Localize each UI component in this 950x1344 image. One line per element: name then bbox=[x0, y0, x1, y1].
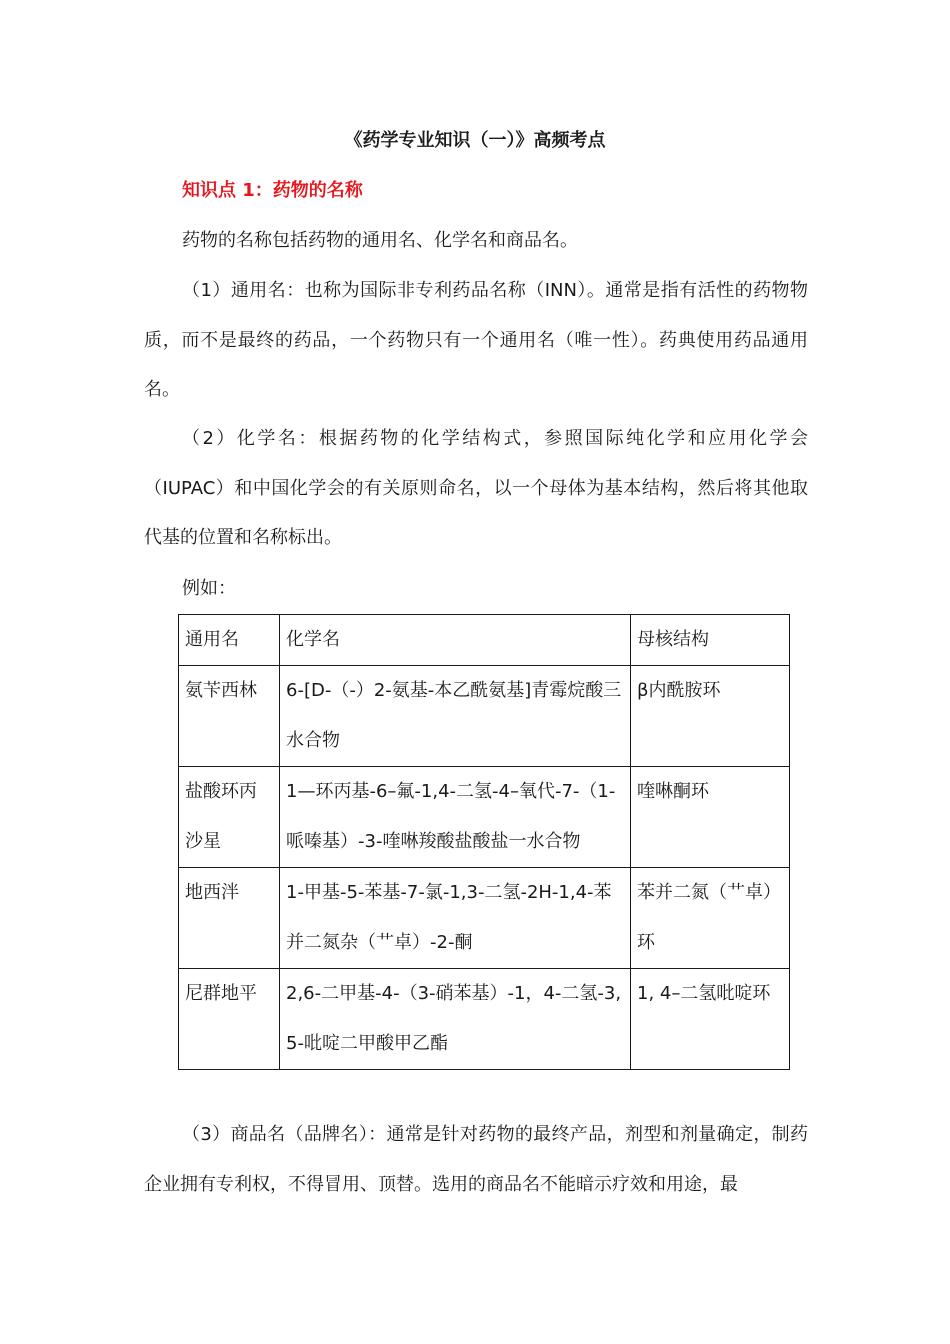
table-row bbox=[179, 767, 790, 868]
section-heading: 知识点 1：药物的名称 bbox=[182, 180, 363, 201]
header-core-structure: 母核结构 bbox=[631, 615, 790, 666]
cell-generic-name: 盐酸环丙沙星 bbox=[179, 767, 280, 868]
cell-core-structure: β内酰胺环 bbox=[631, 666, 790, 767]
table-row bbox=[179, 969, 790, 1070]
cell-core-structure: 喹啉酮环 bbox=[631, 767, 790, 868]
cell-generic-name: 地西泮 bbox=[179, 868, 280, 969]
cell-chemical-name: 1-甲基-5-苯基-7-氯-1,3-二氢-2H-1,4-苯并二氮杂（艹卓）-2-酮 bbox=[280, 868, 631, 969]
table-header-row bbox=[179, 615, 790, 666]
trade-name-paragraph: （3）商品名（品牌名）：通常是针对药物的最终产品，剂型和剂量确定，制药企业拥有专利权，不得冒用、顶替。选用的商品名不能暗示疗效和用途，最 bbox=[144, 1124, 808, 1195]
cell-core-structure: 苯并二氮（艹卓）环 bbox=[631, 868, 790, 969]
cell-core-structure: 1, 4–二氢吡啶环 bbox=[631, 969, 790, 1070]
example-label: 例如： bbox=[182, 578, 236, 599]
header-generic-name: 通用名 bbox=[179, 615, 280, 666]
cell-chemical-name: 2,6-二甲基-4-（3-硝苯基）-1，4-二氢-3,5-吡啶二甲酸甲乙酯 bbox=[280, 969, 631, 1070]
cell-generic-name: 尼群地平 bbox=[179, 969, 280, 1070]
table-row bbox=[179, 868, 790, 969]
document-title: 《药学专业知识（一）》高频考点 bbox=[344, 130, 606, 151]
cell-generic-name: 氨苄西林 bbox=[179, 666, 280, 767]
header-chemical-name: 化学名 bbox=[280, 615, 631, 666]
generic-name-paragraph: （1）通用名：也称为国际非专利药品名称（INN）。通常是指有活性的药物物质，而不是最终的药品，一个药物只有一个通用名（唯一性）。药典使用药品通用名。 bbox=[144, 280, 808, 400]
cell-chemical-name: 6-[D-（-）2-氨基-本乙酰氨基]青霉烷酸三水合物 bbox=[280, 666, 631, 767]
chemical-name-paragraph: （2）化学名：根据药物的化学结构式，参照国际纯化学和应用化学会（IUPAC）和中国化学会的有关原则命名，以一个母体为基本结构，然后将其他取代基的位置和名称标出。 bbox=[144, 428, 808, 548]
cell-chemical-name: 1—环丙基-6–氟-1,4-二氢-4–氧代-7-（1-哌嗪基）-3-喹啉羧酸盐酸盐一水合物 bbox=[280, 767, 631, 868]
intro-paragraph: 药物的名称包括药物的通用名、化学名和商品名。 bbox=[182, 230, 578, 251]
drug-names-table bbox=[178, 614, 790, 1070]
table-row bbox=[179, 666, 790, 767]
